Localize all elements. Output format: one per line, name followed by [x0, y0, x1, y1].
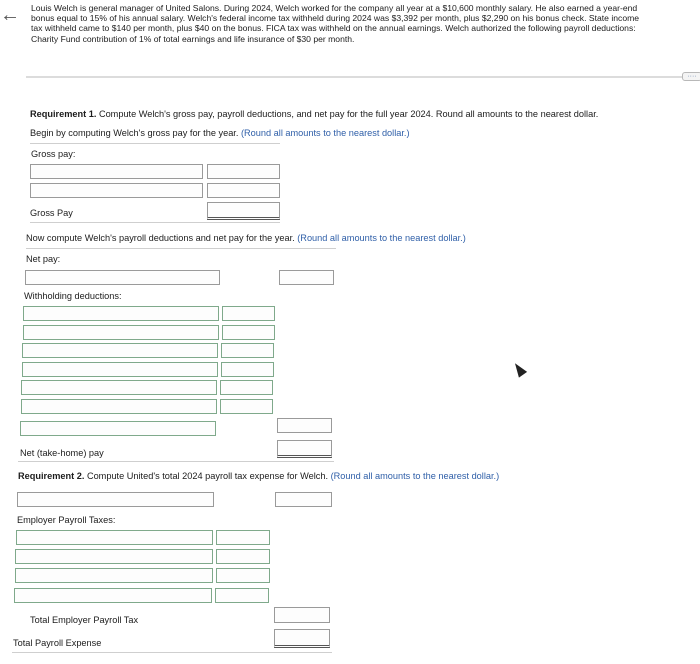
now-instruction [26, 233, 466, 244]
total-withholding-input[interactable] [277, 418, 332, 433]
total-employer-tax-label: Total Employer Payroll Tax [30, 615, 139, 625]
withholding-amount-4[interactable] [221, 362, 274, 377]
section-divider [26, 76, 700, 78]
employer-tax-desc-3[interactable] [15, 568, 213, 583]
net-take-home-input[interactable] [277, 440, 332, 458]
gross-pay-desc-1[interactable] [30, 164, 203, 179]
withholding-desc-4[interactable] [22, 362, 218, 377]
now-hint: (Round all amounts to the nearest dollar.) [297, 233, 466, 243]
begin-text: Begin by computing Welch's gross pay for the year. [30, 128, 239, 138]
problem-line: Charity Fund contribution of 1% of total earnings and life insurance of $30 per month. [31, 33, 355, 44]
total-payroll-expense-label: Total Payroll Expense [13, 638, 102, 648]
withholding-label: Withholding deductions: [24, 291, 122, 301]
total-employer-tax-input[interactable] [274, 607, 330, 623]
withholding-amount-3[interactable] [221, 343, 274, 358]
withholding-desc-3[interactable] [22, 343, 218, 358]
begin-hint: (Round all amounts to the nearest dollar.) [240, 128, 410, 138]
gross-pay-total-label: Gross Pay [30, 208, 73, 218]
section-rule [12, 652, 332, 653]
net-pay-desc[interactable] [25, 270, 220, 285]
total-payroll-expense-input[interactable] [274, 629, 330, 648]
withholding-desc-7[interactable] [20, 421, 216, 436]
withholding-desc-6[interactable] [21, 399, 217, 414]
employer-tax-desc-1[interactable] [16, 530, 213, 545]
employer-tax-amount-4[interactable] [215, 588, 269, 603]
gross-pay-total-input[interactable] [207, 202, 280, 220]
more-button[interactable]: ···· [682, 72, 700, 81]
problem-line: Louis Welch is general manager of United Salons. During 2024, Welch worked for the company all year at a $10,600 monthly salary. He also earned a year-end [31, 3, 638, 13]
requirement-2-label: Requirement 2. [18, 471, 85, 481]
gross-pay-amount-1[interactable] [207, 164, 280, 179]
back-arrow-icon[interactable]: ← [0, 4, 20, 26]
withholding-desc-5[interactable] [21, 380, 217, 395]
employer-tax-amount-3[interactable] [216, 568, 270, 583]
gross-pay-label: Gross pay: [31, 149, 76, 159]
mouse-cursor-icon [511, 360, 527, 377]
problem-statement [31, 3, 699, 44]
employer-tax-amount-2[interactable] [216, 549, 270, 564]
net-take-home-label: Net (take-home) pay [20, 448, 104, 458]
employer-tax-desc-2[interactable] [15, 549, 213, 564]
gross-pay-expense-amount[interactable] [275, 492, 332, 507]
instruction-rule [26, 248, 336, 249]
requirement-1-text: Compute Welch's gross pay, payroll deductions, and net pay for the full year 2024. Round all amounts to the nearest dollar. [98, 109, 599, 119]
employer-taxes-label: Employer Payroll Taxes: [17, 515, 116, 525]
net-pay-amount[interactable] [279, 270, 334, 285]
problem-line: tax withheld came to $140 per month, plus $40 on the bonus. FICA tax was withheld on the annual earnings. Welch authorized the following payroll deductions: [31, 23, 636, 34]
withholding-amount-6[interactable] [220, 399, 273, 414]
gross-pay-expense-desc[interactable] [17, 492, 214, 507]
problem-line: bonus equal to 15% of his annual salary. Welch's federal income tax withheld during 2024 was $3,392 per month, plus $2,290 on his bonus check. State income [31, 13, 640, 24]
instruction-rule [30, 143, 280, 144]
gross-pay-desc-2[interactable] [30, 183, 203, 198]
employer-tax-desc-4[interactable] [14, 588, 212, 603]
withholding-desc-2[interactable] [23, 325, 219, 340]
employer-tax-amount-1[interactable] [216, 530, 270, 545]
section-rule [30, 222, 280, 223]
withholding-amount-1[interactable] [222, 306, 275, 321]
gross-pay-amount-2[interactable] [207, 183, 280, 198]
requirement-2-heading [18, 471, 499, 482]
withholding-amount-2[interactable] [222, 325, 275, 340]
requirement-1-heading [30, 109, 598, 120]
requirement-2-text: Compute United's total 2024 payroll tax expense for Welch. [86, 471, 329, 481]
now-text: Now compute Welch's payroll deductions and net pay for the year. [26, 233, 295, 243]
section-rule [18, 461, 334, 462]
requirement-2-hint: (Round all amounts to the nearest dollar.) [330, 471, 500, 481]
requirement-1-label: Requirement 1. [30, 109, 97, 119]
net-pay-label: Net pay: [26, 254, 61, 264]
withholding-desc-1[interactable] [23, 306, 219, 321]
withholding-amount-5[interactable] [220, 380, 273, 395]
begin-instruction [30, 128, 410, 139]
